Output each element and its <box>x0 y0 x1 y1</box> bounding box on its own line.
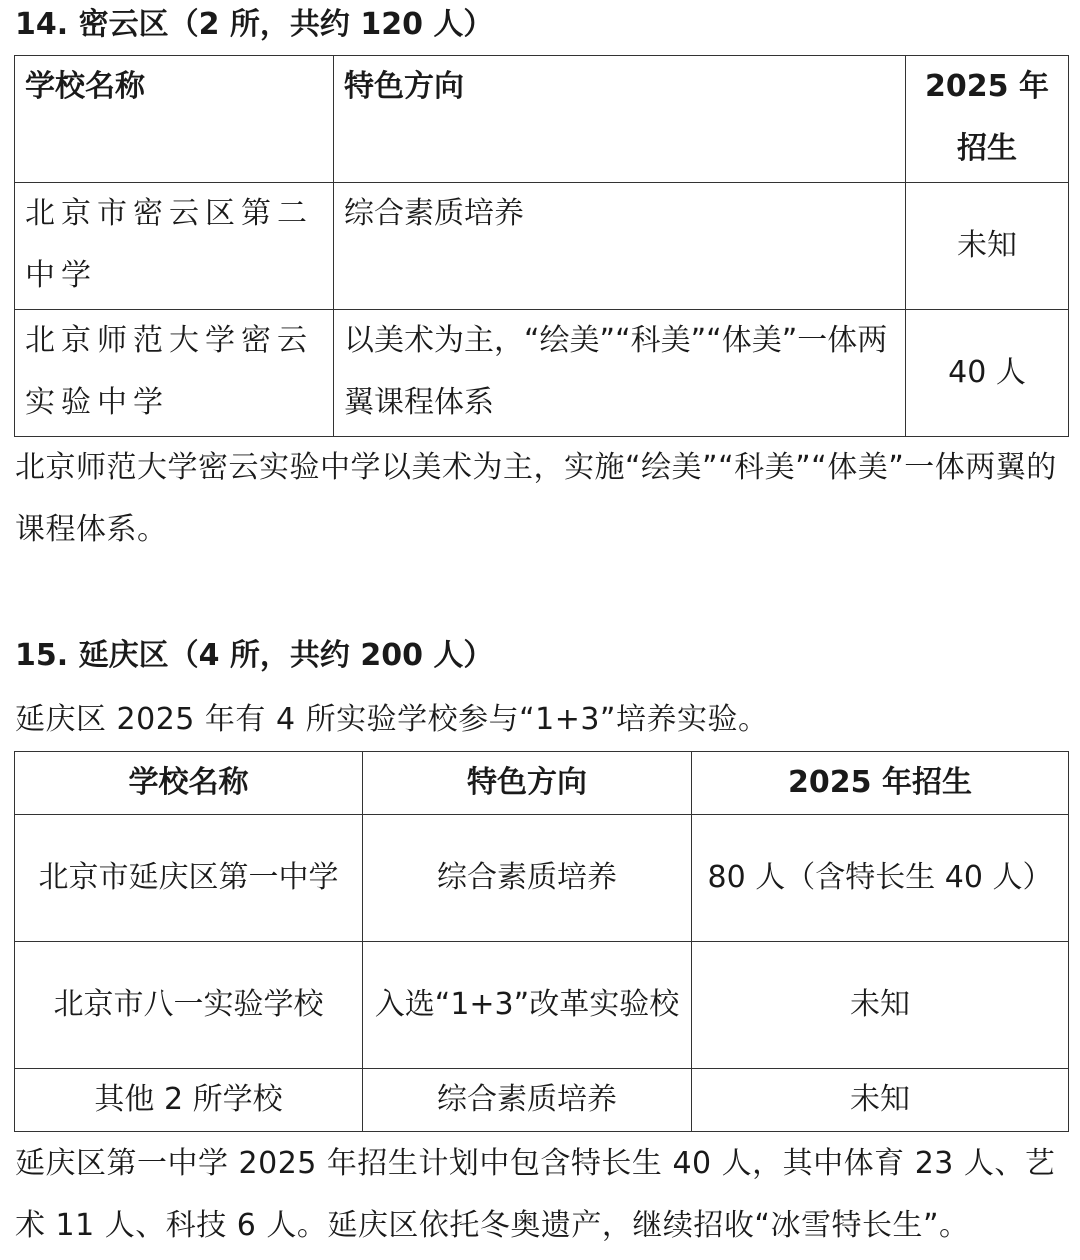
yanqing-note: 延庆区第一中学 2025 年招生计划中包含特长生 40 人，其中体育 23 人、艺术 11 人、科技 6 人。延庆区依托冬奥遗产，继续招收“冰雪特长生”。 <box>15 1146 1056 1243</box>
yanqing-schools-table <box>14 751 1069 1132</box>
header-school-name: 学校名称 <box>15 752 363 815</box>
header-enrollment: 2025 年招生 <box>906 56 1069 183</box>
header-school-name: 学校名称 <box>15 56 334 183</box>
cell-school-name: 北京市八一实验学校 <box>15 942 363 1069</box>
header-feature: 特色方向 <box>334 56 906 183</box>
cell-feature: 入选“1+3”改革实验校 <box>363 942 692 1069</box>
cell-school-name: 其他 2 所学校 <box>15 1069 363 1132</box>
table-header-row <box>15 56 1069 183</box>
cell-school-name: 北京市延庆区第一中学 <box>15 815 363 942</box>
header-enrollment: 2025 年招生 <box>692 752 1069 815</box>
table-row <box>15 1069 1069 1132</box>
cell-feature: 综合素质培养 <box>334 183 906 310</box>
cell-enrollment: 未知 <box>692 1069 1069 1132</box>
header-feature: 特色方向 <box>363 752 692 815</box>
miyun-schools-table <box>14 55 1069 437</box>
table-row <box>15 942 1069 1069</box>
table-row <box>15 815 1069 942</box>
cell-enrollment: 40 人 <box>906 310 1069 437</box>
table-header-row <box>15 752 1069 815</box>
cell-feature: 综合素质培养 <box>363 815 692 942</box>
yanqing-intro: 延庆区 2025 年有 4 所实验学校参与“1+3”培养实验。 <box>15 702 769 737</box>
table-row <box>15 183 1069 310</box>
section-14-heading: 14. 密云区（2 所，共约 120 人） <box>15 7 494 42</box>
cell-enrollment: 未知 <box>906 183 1069 310</box>
cell-school-name: 北京师范大学密云实验中学 <box>15 310 334 437</box>
section-15-heading: 15. 延庆区（4 所，共约 200 人） <box>15 638 494 673</box>
cell-feature: 以美术为主，“绘美”“科美”“体美”一体两翼课程体系 <box>334 310 906 437</box>
cell-feature: 综合素质培养 <box>363 1069 692 1132</box>
cell-enrollment: 未知 <box>692 942 1069 1069</box>
cell-school-name: 北京市密云区第二中学 <box>15 183 334 310</box>
cell-enrollment: 80 人（含特长生 40 人） <box>692 815 1069 942</box>
table-row <box>15 310 1069 437</box>
miyun-note: 北京师范大学密云实验中学以美术为主，实施“绘美”“科美”“体美”一体两翼的课程体系。 <box>15 450 1057 547</box>
